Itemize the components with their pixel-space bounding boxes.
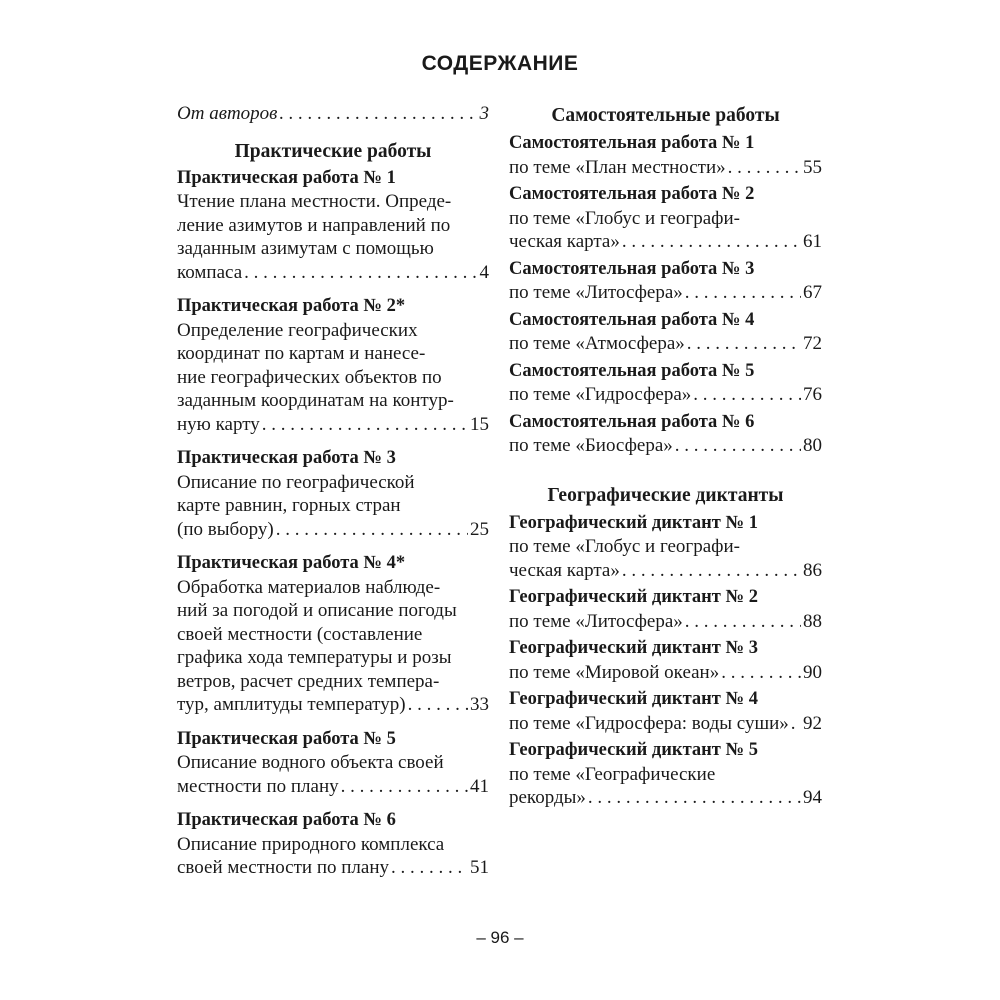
toc-entry-page: 86 [803,559,822,581]
toc-entry-line-text: по теме «Гидросфера» [509,384,692,405]
toc-entry-last-line [509,786,822,810]
toc-entry-last-line [509,559,822,583]
toc-entry-line-text: по теме «Гидросфера: воды суши» [509,712,789,734]
toc-entry-line-text: ную карту [177,413,260,435]
toc-entry [509,258,822,305]
toc-entry-last-line [509,332,822,356]
toc-entry-page: 4 [479,261,489,283]
leader-dots [791,712,801,736]
toc-entry-page: 92 [803,712,822,734]
dictations-list [509,512,822,810]
leader-dots [341,775,468,799]
leader-dots [687,332,801,356]
toc-entry-title: Географический диктант № 2 [509,587,758,607]
toc-entry-line: Описание по географической [177,471,415,493]
toc-entry-line: по теме «Глобус и географи- [509,536,740,557]
toc-entry-page: 90 [803,661,822,683]
toc-entry-line: заданным азимутам с помощью [177,238,434,259]
toc-intro [177,102,489,126]
toc-entry-last-line [509,712,822,736]
toc-entry-last-line [509,661,822,685]
toc-entry-last-line [177,775,489,799]
toc-entry [509,637,822,684]
toc-entry-line: ветров, расчет средних темпера- [177,670,440,692]
leader-dots [408,693,468,717]
toc-entry-line-text: рекорды» [509,787,586,808]
toc-entry-line: Определение географических [177,319,418,341]
toc-entry-last-line [509,434,822,458]
toc-entry-page: 55 [803,156,822,178]
toc-entry-page: 72 [803,333,822,354]
section-heading-practical: Практические работы [234,140,432,162]
section-heading-dictations: Географические диктанты [547,484,784,506]
toc-entry-last-line [509,281,822,305]
toc-entry-title: Самостоятельная работа № 6 [509,411,755,432]
toc-entry-line-text: по теме «Литосфера» [509,282,683,303]
toc-entry [509,183,822,254]
toc-entry-line: Чтение плана местности. Опреде- [177,191,452,212]
leader-dots [728,156,801,180]
toc-entry-page: 33 [470,694,489,715]
leader-dots [262,413,468,437]
leader-dots [622,559,801,583]
toc-entry-line-text: по теме «Атмосфера» [509,333,685,354]
toc-entry-line: ние географических объектов по [177,366,442,388]
toc-entry-line: по теме «Глобус и географи- [509,207,740,229]
toc-entry [177,295,489,436]
toc-entry [177,167,489,285]
toc-entry-title: Практическая работа № 2* [177,296,406,316]
toc-entry-line: координат по картам и нанесе- [177,343,426,364]
toc-entry-title: Самостоятельная работа № 4 [509,309,755,330]
leader-dots [685,610,801,634]
toc-entry [509,586,822,633]
toc-entry-last-line [177,518,489,542]
toc-entry-line-text: ческая карта» [509,231,620,252]
toc-entry [509,512,822,583]
toc-intro-text: От авторов [177,103,278,124]
toc-entry [509,688,822,735]
toc-entry-page: 67 [803,282,822,303]
toc-entry-last-line [177,413,489,437]
toc-entry-line: своей местности (составление [177,623,423,645]
toc-entry-line: карте равнин, горных стран [177,495,401,516]
toc-entry-title: Самостоятельная работа № 2 [509,184,755,204]
page-number: – 96 – [476,928,524,947]
toc-entry-line-text: по теме «Биосфера» [509,435,673,456]
toc-intro-page: 3 [479,103,489,124]
toc-entry [509,739,822,810]
leader-dots [721,661,801,685]
toc-entry-title: Географический диктант № 3 [509,638,758,658]
toc-entry-title: Географический диктант № 4 [509,689,758,709]
toc-entry-last-line [177,856,489,880]
leader-dots [675,434,801,458]
toc-entry [177,728,489,799]
toc-entry-last-line [509,383,822,407]
leader-dots [622,230,801,254]
toc-entry-line-text: по теме «Литосфера» [509,610,683,632]
toc-entry-line: ний за погодой и описание погоды [177,600,457,621]
leader-dots [685,281,801,305]
toc-entry-last-line [509,610,822,634]
toc-entry-title: Самостоятельная работа № 1 [509,133,755,153]
toc-entry-title: Практическая работа № 4* [177,553,406,573]
section-heading-independent: Самостоятельные работы [551,105,780,126]
toc-entry-line: ление азимутов и направлений по [177,214,451,236]
toc-entry-title: Самостоятельная работа № 5 [509,360,755,381]
toc-entry-line: Описание природного комплекса [177,833,445,855]
toc-entry [509,360,822,407]
toc-entry [177,447,489,541]
toc-entry-title: Географический диктант № 1 [509,512,758,533]
toc-entry-page: 41 [470,775,489,797]
toc-entry-page: 51 [470,857,489,878]
toc-entry-page: 80 [803,435,822,456]
toc-entry-line-text: по теме «План местности» [509,156,726,178]
toc-entry-title: Практическая работа № 1 [177,167,396,188]
toc-entry-last-line [509,156,822,180]
toc-entry-line-text: (по выбору) [177,518,274,540]
toc-entry-page: 94 [803,787,822,808]
toc-entry-line: по теме «Географические [509,763,716,785]
leader-dots [391,856,468,880]
toc-entry [509,309,822,356]
toc-entry-line-text: своей местности по плану [177,857,389,878]
toc-entry-last-line [177,693,489,717]
toc-entry [177,552,489,717]
toc-entry-title: Практическая работа № 3 [177,448,396,468]
toc-entry-title: Географический диктант № 5 [509,740,758,760]
leader-dots [244,261,477,285]
toc-entry-line-text: компаса [177,261,243,283]
leader-dots [588,786,801,810]
toc-entry-page: 88 [803,610,822,632]
leader-dots [279,102,477,126]
toc-entry-line: Обработка материалов наблюде- [177,576,441,598]
toc-entry-title: Самостоятельная работа № 3 [509,258,755,279]
toc-entry-line-text: ческая карта» [509,559,620,581]
toc-entry-last-line [509,230,822,254]
toc-entry-page: 15 [470,413,489,435]
toc-entry-page: 76 [803,384,822,405]
toc-entry-line: Описание водного объекта своей [177,752,444,773]
toc-entry-title: Практическая работа № 5 [177,728,396,749]
toc-entry-title: Практическая работа № 6 [177,810,396,830]
toc-entry-line: графика хода температуры и розы [177,647,452,668]
page-title: СОДЕРЖАНИЕ [421,52,579,75]
toc-entry-page: 61 [803,231,822,252]
toc-entry [177,809,489,880]
independent-list [509,132,822,458]
toc-entry-last-line [177,261,489,285]
toc-entry-line-text: местности по плану [177,775,339,797]
toc-entry-page: 25 [470,518,489,540]
right-column [509,99,822,810]
left-column [177,99,489,880]
practical-list [177,167,489,880]
toc-entry-line: заданным координатам на контур- [177,390,454,411]
leader-dots [276,518,468,542]
toc-entry-line-text: по теме «Мировой океан» [509,661,720,683]
toc-entry-line-text: тур, амплитуды температур) [177,694,406,715]
toc-entry [509,132,822,179]
leader-dots [693,383,801,407]
toc-entry [509,411,822,458]
